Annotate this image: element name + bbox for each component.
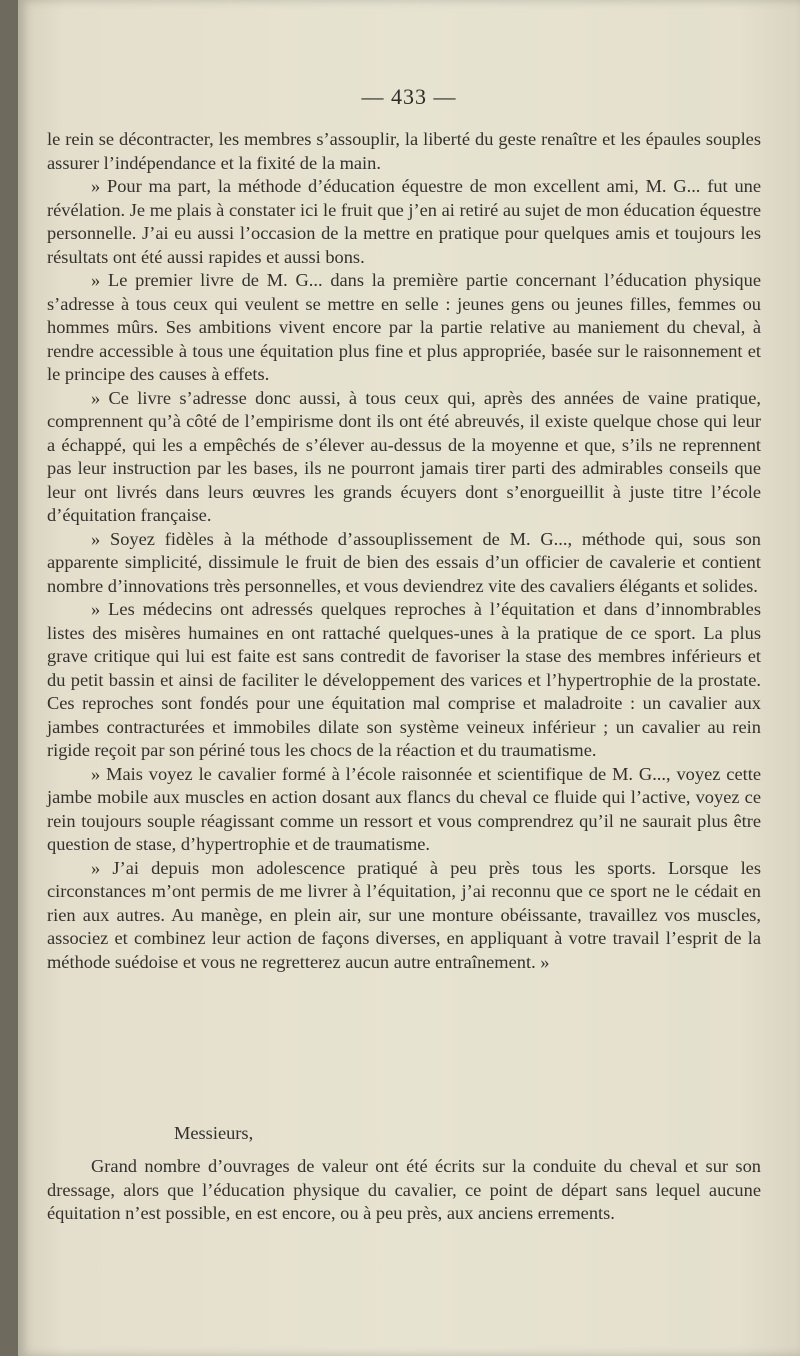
page-number: — 433 — [361,84,457,109]
closing-paragraph: Grand nombre d’ouvrages de valeur ont été écrits sur la conduite du cheval et sur son dressage, alors que l’éducation physique du cavalier, ce point de départ sans lequel aucune équitation n’est possible, en est encore, ou à peu près, aux anciens errements. [47,1156,761,1223]
paragraph-2: » Pour ma part, la méthode d’éducation équestre de mon excellent ami, M. G... fut une révélation. Je me plais à constater ici le fruit que j’en ai retiré au sujet de mon éducation équestre personnelle. J’ai eu aussi l’occasion de la mettre en pratique pour quelques amis et toujours les résultats ont été aussi rapides et aussi bons. [47,176,761,267]
closing-text [47,1155,761,1226]
paragraph-8: » J’ai depuis mon adolescence pratiqué à peu près tous les sports. Lorsque les circonstances m’ont permis de me livrer à l’équitation, j’ai reconnu que ce sport ne le cédait en rien aux autres. Au manège, en plein air, sur une monture obéissante, travaillez vos muscles, associez et combinez leur action de façons diverses, en appliquant à votre travail l’esprit de la méthode suédoise et vous ne regretterez aucun autre entraînement. » [47,857,761,972]
paragraph-1: le rein se décontracter, les membres s’assouplir, la liberté du geste renaître et les épaules souples assurer l’indépendance et la fixité de la main. [47,129,761,173]
paragraph-3: » Le premier livre de M. G... dans la première partie concernant l’éducation physique s’adresse à tous ceux qui veulent se mettre en selle : jeunes gens ou jeunes filles, femmes ou hommes mûrs. Ses ambitions vivent encore par la partie relative au maniement du cheval, à rendre accessible à tous une équitation plus fine et plus appropriée, basée sur le raisonnement et le principe des causes à effets. [47,270,761,384]
paragraph-7: » Mais voyez le cavalier formé à l’école raisonnée et scientifique de M. G..., voyez cette jambe mobile aux muscles en action dosant aux flancs du cheval ce fluide qui l’active, voyez ce rein toujours souple réagissant comme un ressort et vous comprendrez qu’il ne saurait plus être question de stase, d’hypertrophie et de traumatisme. [47,763,761,854]
paragraph-5: » Soyez fidèles à la méthode d’assouplissement de M. G..., méthode qui, sous son apparente simplicité, dissimule le fruit de bien des essais d’un officier de cavalerie et contient nombre d’innovations très personnelles, et vous deviendrez vite des cavaliers élégants et solides. [47,528,761,596]
body-text [47,128,761,974]
book-page [18,0,800,1356]
salutation: Messieurs, [174,1123,254,1143]
paragraph-6: » Les médecins ont adressés quelques reproches à l’équitation et dans d’innombrables listes des misères humaines en ont rattaché quelques-unes à la pratique de ce sport. La plus grave critique qui lui est faite est sans contredit de favoriser la stase des membres inférieurs et du petit bassin et ainsi de faciliter le développement des varices et l’hypertrophie de la prostate. Ces reproches sont fondés pour une équitation mal comprise et maladroite : un cavalier aux jambes contracturées et immobiles dilate son système veineux inférieur ; un cavalier au rein rigide reçoit par son périné tous les chocs de la réaction et du traumatisme. [47,599,761,760]
paragraph-4: » Ce livre s’adresse donc aussi, à tous ceux qui, après des années de vaine pratique, comprennent qu’à côté de l’empirisme dont ils ont été abreuvés, il existe quelque chose qui leur a échappé, qui les a empêchés de s’élever au-dessus de la moyenne et que, s’ils ne reprennent pas leur instruction par les bases, ils ne pourront jamais tirer parti des admirables conseils que leur ont livrés dans leurs œuvres les grands écuyers dont s’enorgueillit à juste titre l’école d’équitation française. [47,387,761,525]
